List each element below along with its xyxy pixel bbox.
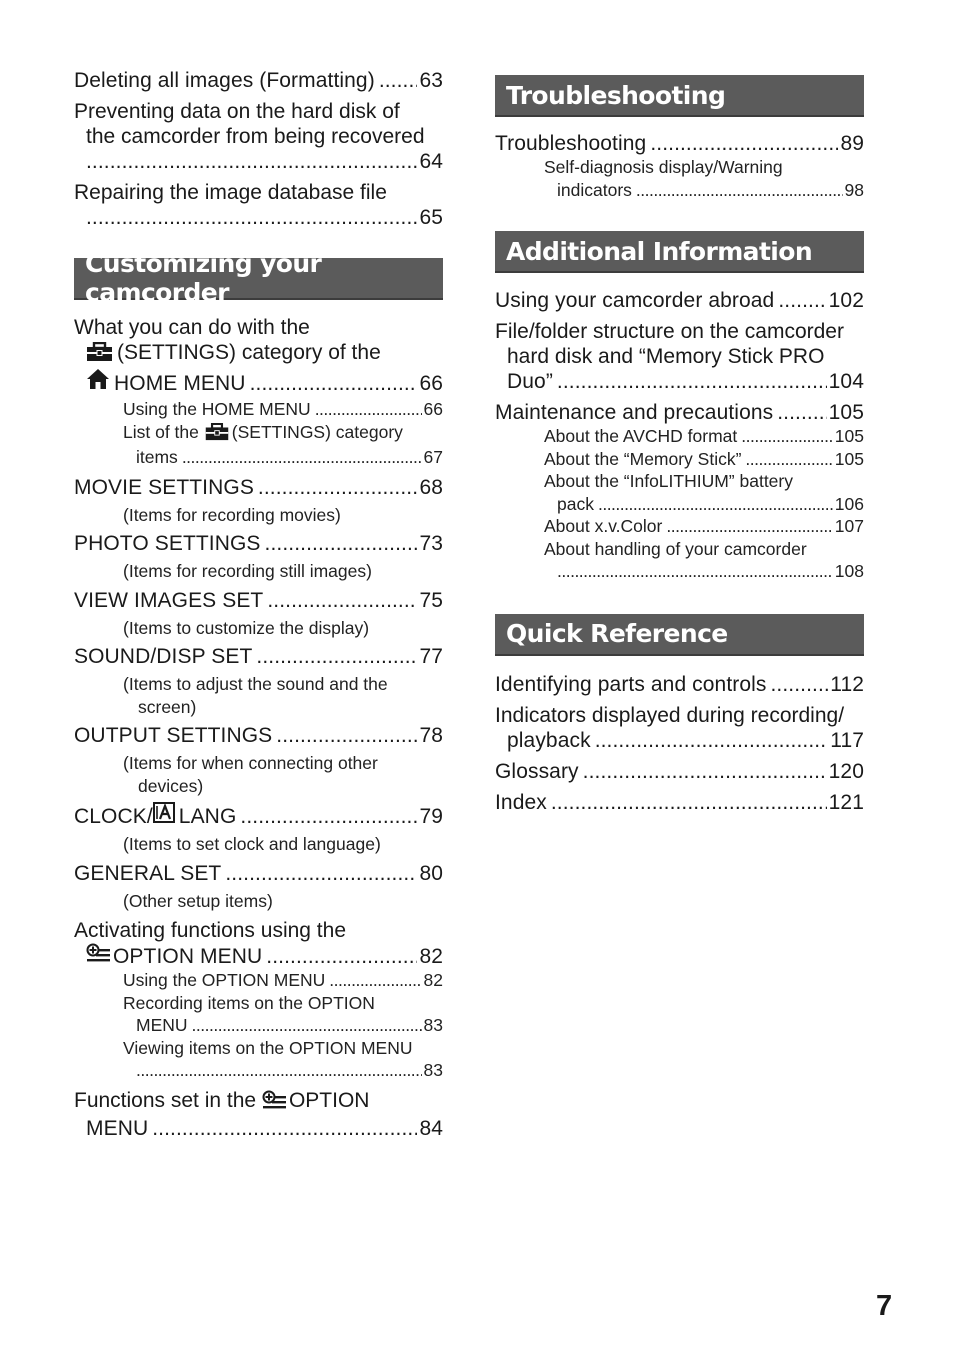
section-header-customizing: Customizing your camcorder <box>74 258 443 300</box>
toc-entry-general-set[interactable]: GENERAL SET ..... 80 <box>74 861 443 886</box>
toc-note: (Items to set clock and language) <box>123 834 381 854</box>
toc-entry-maintenance[interactable]: Maintenance and precautions ..... 105 <box>495 400 864 425</box>
toc-note: (Items for when connecting other devices) <box>123 753 378 796</box>
entry-text: Deleting all images (Formatting) <box>74 69 375 92</box>
toc-subentry-xvcolor[interactable]: About x.v.Color ..... 107 <box>495 515 864 538</box>
toc-entry-preventing-data[interactable] <box>74 99 443 174</box>
toc-note: (Items for recording movies) <box>123 504 341 525</box>
page-ref: 64 <box>419 150 443 173</box>
toc-note: (Items to adjust the sound and the screen) <box>123 674 388 717</box>
toc-entry-troubleshooting[interactable]: Troubleshooting ..... 89 <box>495 131 864 156</box>
toc-entry-view-images-set[interactable]: VIEW IMAGES SET ..... 75 <box>74 588 443 613</box>
page-ref: 63 <box>419 69 443 92</box>
toc-entry-clock-lang[interactable]: CLOCK/ LANG ..... 79 <box>74 802 443 829</box>
toc-subentry-using-option-menu[interactable]: Using the OPTION MENU ..... 82 <box>74 969 443 992</box>
toc-entry-identifying-parts[interactable]: Identifying parts and controls ..... 112 <box>495 672 864 697</box>
toc-entry-indicators[interactable]: Indicators displayed during recording/ playback ..... 117 <box>495 703 864 753</box>
toc-subentry-using-home-menu[interactable]: Using the HOME MENU ..... 66 <box>74 398 443 421</box>
toc-subentry-memory-stick[interactable]: About the “Memory Stick” ..... 105 <box>495 448 864 471</box>
toc-subentry-settings-list[interactable]: List of the (SETTINGS) category items ..... 67 <box>74 421 443 469</box>
toc-subentry-self-diagnosis[interactable]: Self-diagnosis display/Warning indicators ..... 98 <box>495 156 864 201</box>
toolbox-icon <box>204 423 230 447</box>
entry-text: HOME MENU <box>114 372 246 395</box>
page-ref: 66 <box>419 372 443 395</box>
page-ref: 65 <box>419 206 443 229</box>
toc-entry-photo-settings[interactable]: PHOTO SETTINGS ..... 73 <box>74 531 443 556</box>
language-a-icon <box>153 802 175 829</box>
toc-entry-movie-settings[interactable]: MOVIE SETTINGS ..... 68 <box>74 475 443 500</box>
toc-entry-using-abroad[interactable]: Using your camcorder abroad ..... 102 <box>495 288 864 313</box>
toc-note: (Items for recording still images) <box>123 561 372 581</box>
entry-text: (SETTINGS) category of the <box>117 341 381 364</box>
toc-entry-sound-disp-set[interactable]: SOUND/DISP SET ..... 77 <box>74 644 443 669</box>
toc-entry-glossary[interactable]: Glossary ..... 120 <box>495 759 864 784</box>
left-column <box>74 68 443 1147</box>
section-header-additional-information: Additional Information <box>495 231 864 273</box>
toolbox-icon <box>86 342 113 368</box>
toc-entry-index[interactable]: Index ..... 121 <box>495 790 864 815</box>
toc-subentry-handling[interactable]: About handling of your camcorder ..... 108 <box>495 538 864 583</box>
right-column <box>495 75 864 821</box>
entry-text: What you can do with the <box>74 316 310 339</box>
toc-entry-option-menu[interactable]: Activating functions using the OPTION MENU ..... 82 <box>74 918 443 969</box>
toc-note: (Other setup items) <box>123 890 273 911</box>
toc-entry-file-folder-structure[interactable]: File/folder structure on the camcorder hard disk and “Memory Stick PRO Duo” ..... 104 <box>495 319 864 394</box>
entry-text: Preventing data on the hard disk of <box>74 100 400 123</box>
toc-subentry-viewing-items[interactable]: Viewing items on the OPTION MENU ..... 83 <box>74 1037 443 1082</box>
toc-entry-output-settings[interactable]: OUTPUT SETTINGS ..... 78 <box>74 723 443 748</box>
toc-subentry-recording-items[interactable]: Recording items on the OPTION MENU ..... 83 <box>74 992 443 1037</box>
toc-entry-repairing-database[interactable] <box>74 180 443 230</box>
option-menu-icon <box>86 943 111 969</box>
section-header-quick-reference: Quick Reference <box>495 614 864 656</box>
toc-entry-settings-category[interactable] <box>74 315 443 396</box>
section-header-troubleshooting: Troubleshooting <box>495 75 864 117</box>
toc-subentry-avchd[interactable]: About the AVCHD format ..... 105 <box>495 425 864 448</box>
house-icon <box>86 368 110 396</box>
toc-entry-functions-option-menu[interactable]: Functions set in the OPTION MENU ..... 84 <box>74 1088 443 1141</box>
toc-entry-formatting[interactable] <box>74 68 443 93</box>
toc-note: (Items to customize the display) <box>123 617 370 638</box>
option-menu-icon <box>262 1090 287 1116</box>
page-number: 7 <box>876 1290 893 1322</box>
entry-text: Repairing the image database file <box>74 181 387 204</box>
entry-text: the camcorder from being recovered <box>86 125 425 148</box>
toc-subentry-infolithium[interactable]: About the “InfoLITHIUM” battery pack ..... 106 <box>495 470 864 515</box>
